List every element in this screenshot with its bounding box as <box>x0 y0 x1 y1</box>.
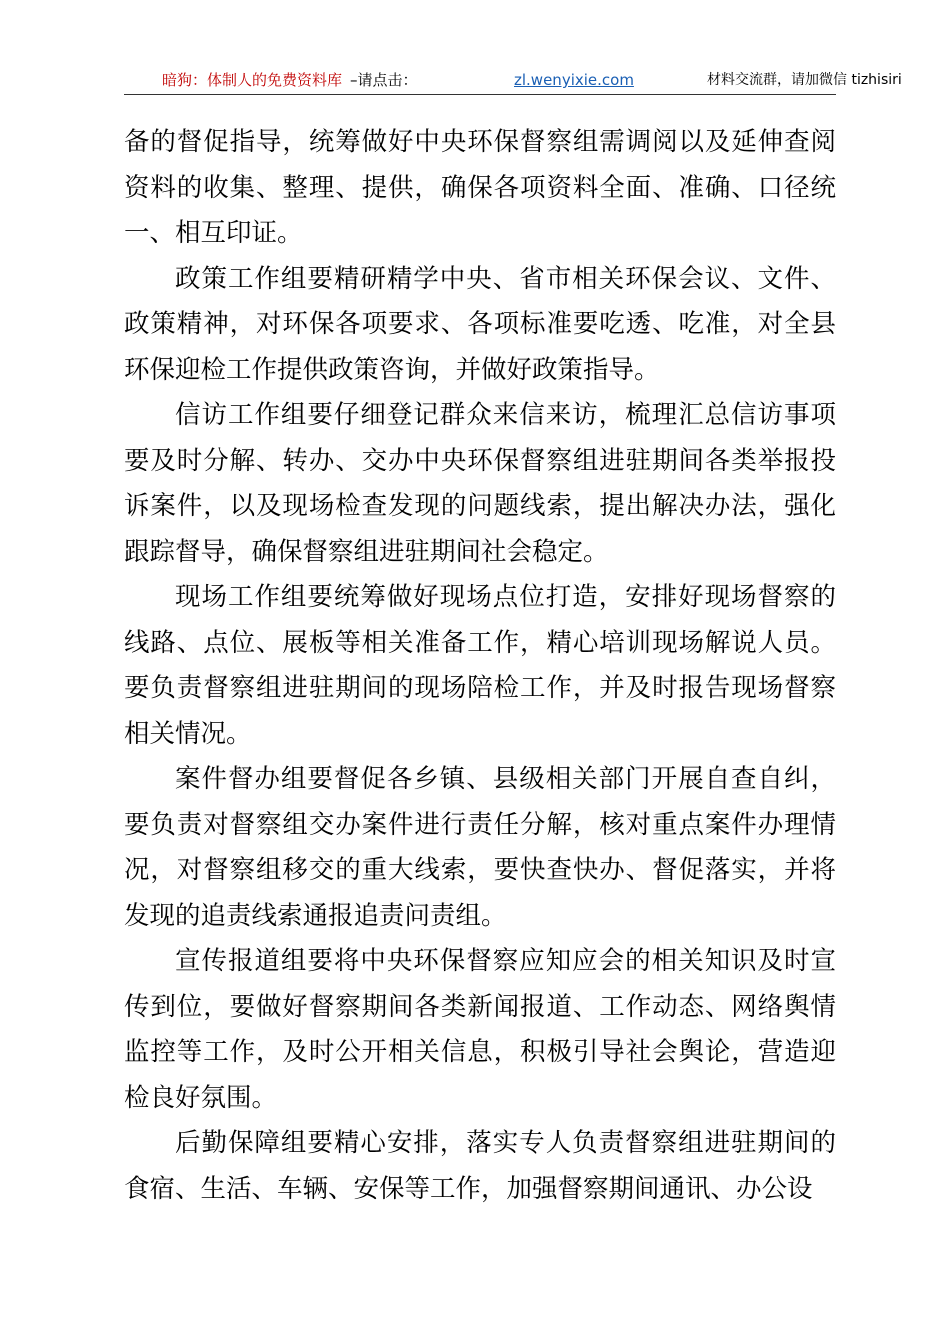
header-link[interactable]: zl.wenyixie.com <box>514 71 634 89</box>
page-header <box>124 66 902 95</box>
header-contact: 材料交流群，请加微信 tizhisiri <box>707 72 902 88</box>
paragraph-continuation: 备的督促指导，统筹做好中央环保督察组需调阅以及延伸查阅资料的收集、整理、提供，确保各项资料全面、准确、口径统一、相互印证。 <box>124 127 836 248</box>
paragraph-petition-group: 信访工作组要仔细登记群众来信来访，梳理汇总信访事项要及时分解、转办、交办中央环保督察组进驻期间各类举报投诉案件，以及现场检查发现的问题线索，提出解决办法，强化跟踪督导，确保督察组进驻期间社会稳定。 <box>124 400 836 567</box>
header-brand: 暗狗：体制人的免费资料库 <box>162 71 343 89</box>
document-body <box>124 120 836 1212</box>
paragraph-logistics-group: 后勤保障组要精心安排，落实专人负责督察组进驻期间的食宿、生活、车辆、安保等工作，加强督察期间通讯、办公设 <box>124 1128 836 1204</box>
paragraph-onsite-group: 现场工作组要统筹做好现场点位打造，安排好现场督察的线路、点位、展板等相关准备工作，精心培训现场解说人员。要负责督察组进驻期间的现场陪检工作，并及时报告现场督察相关情况。 <box>124 582 836 749</box>
paragraph-policy-group: 政策工作组要精研精学中央、省市相关环保会议、文件、政策精神，对环保各项要求、各项标准要吃透、吃准，对全县环保迎检工作提供政策咨询，并做好政策指导。 <box>124 263 836 385</box>
paragraph-publicity-group: 宣传报道组要将中央环保督察应知应会的相关知识及时宣传到位，要做好督察期间各类新闻报道、工作动态、网络舆情监控等工作，及时公开相关信息，积极引导社会舆论，营造迎检良好氛围。 <box>124 946 836 1113</box>
paragraph-case-supervision-group: 案件督办组要督促各乡镇、县级相关部门开展自查自纠，要负责对督察组交办案件进行责任分解，核对重点案件办理情况，对督察组移交的重大线索，要快查快办、督促落实，并将发现的追责线索通报追责问责组。 <box>124 764 836 931</box>
header-click-label: –请点击： <box>350 71 418 89</box>
